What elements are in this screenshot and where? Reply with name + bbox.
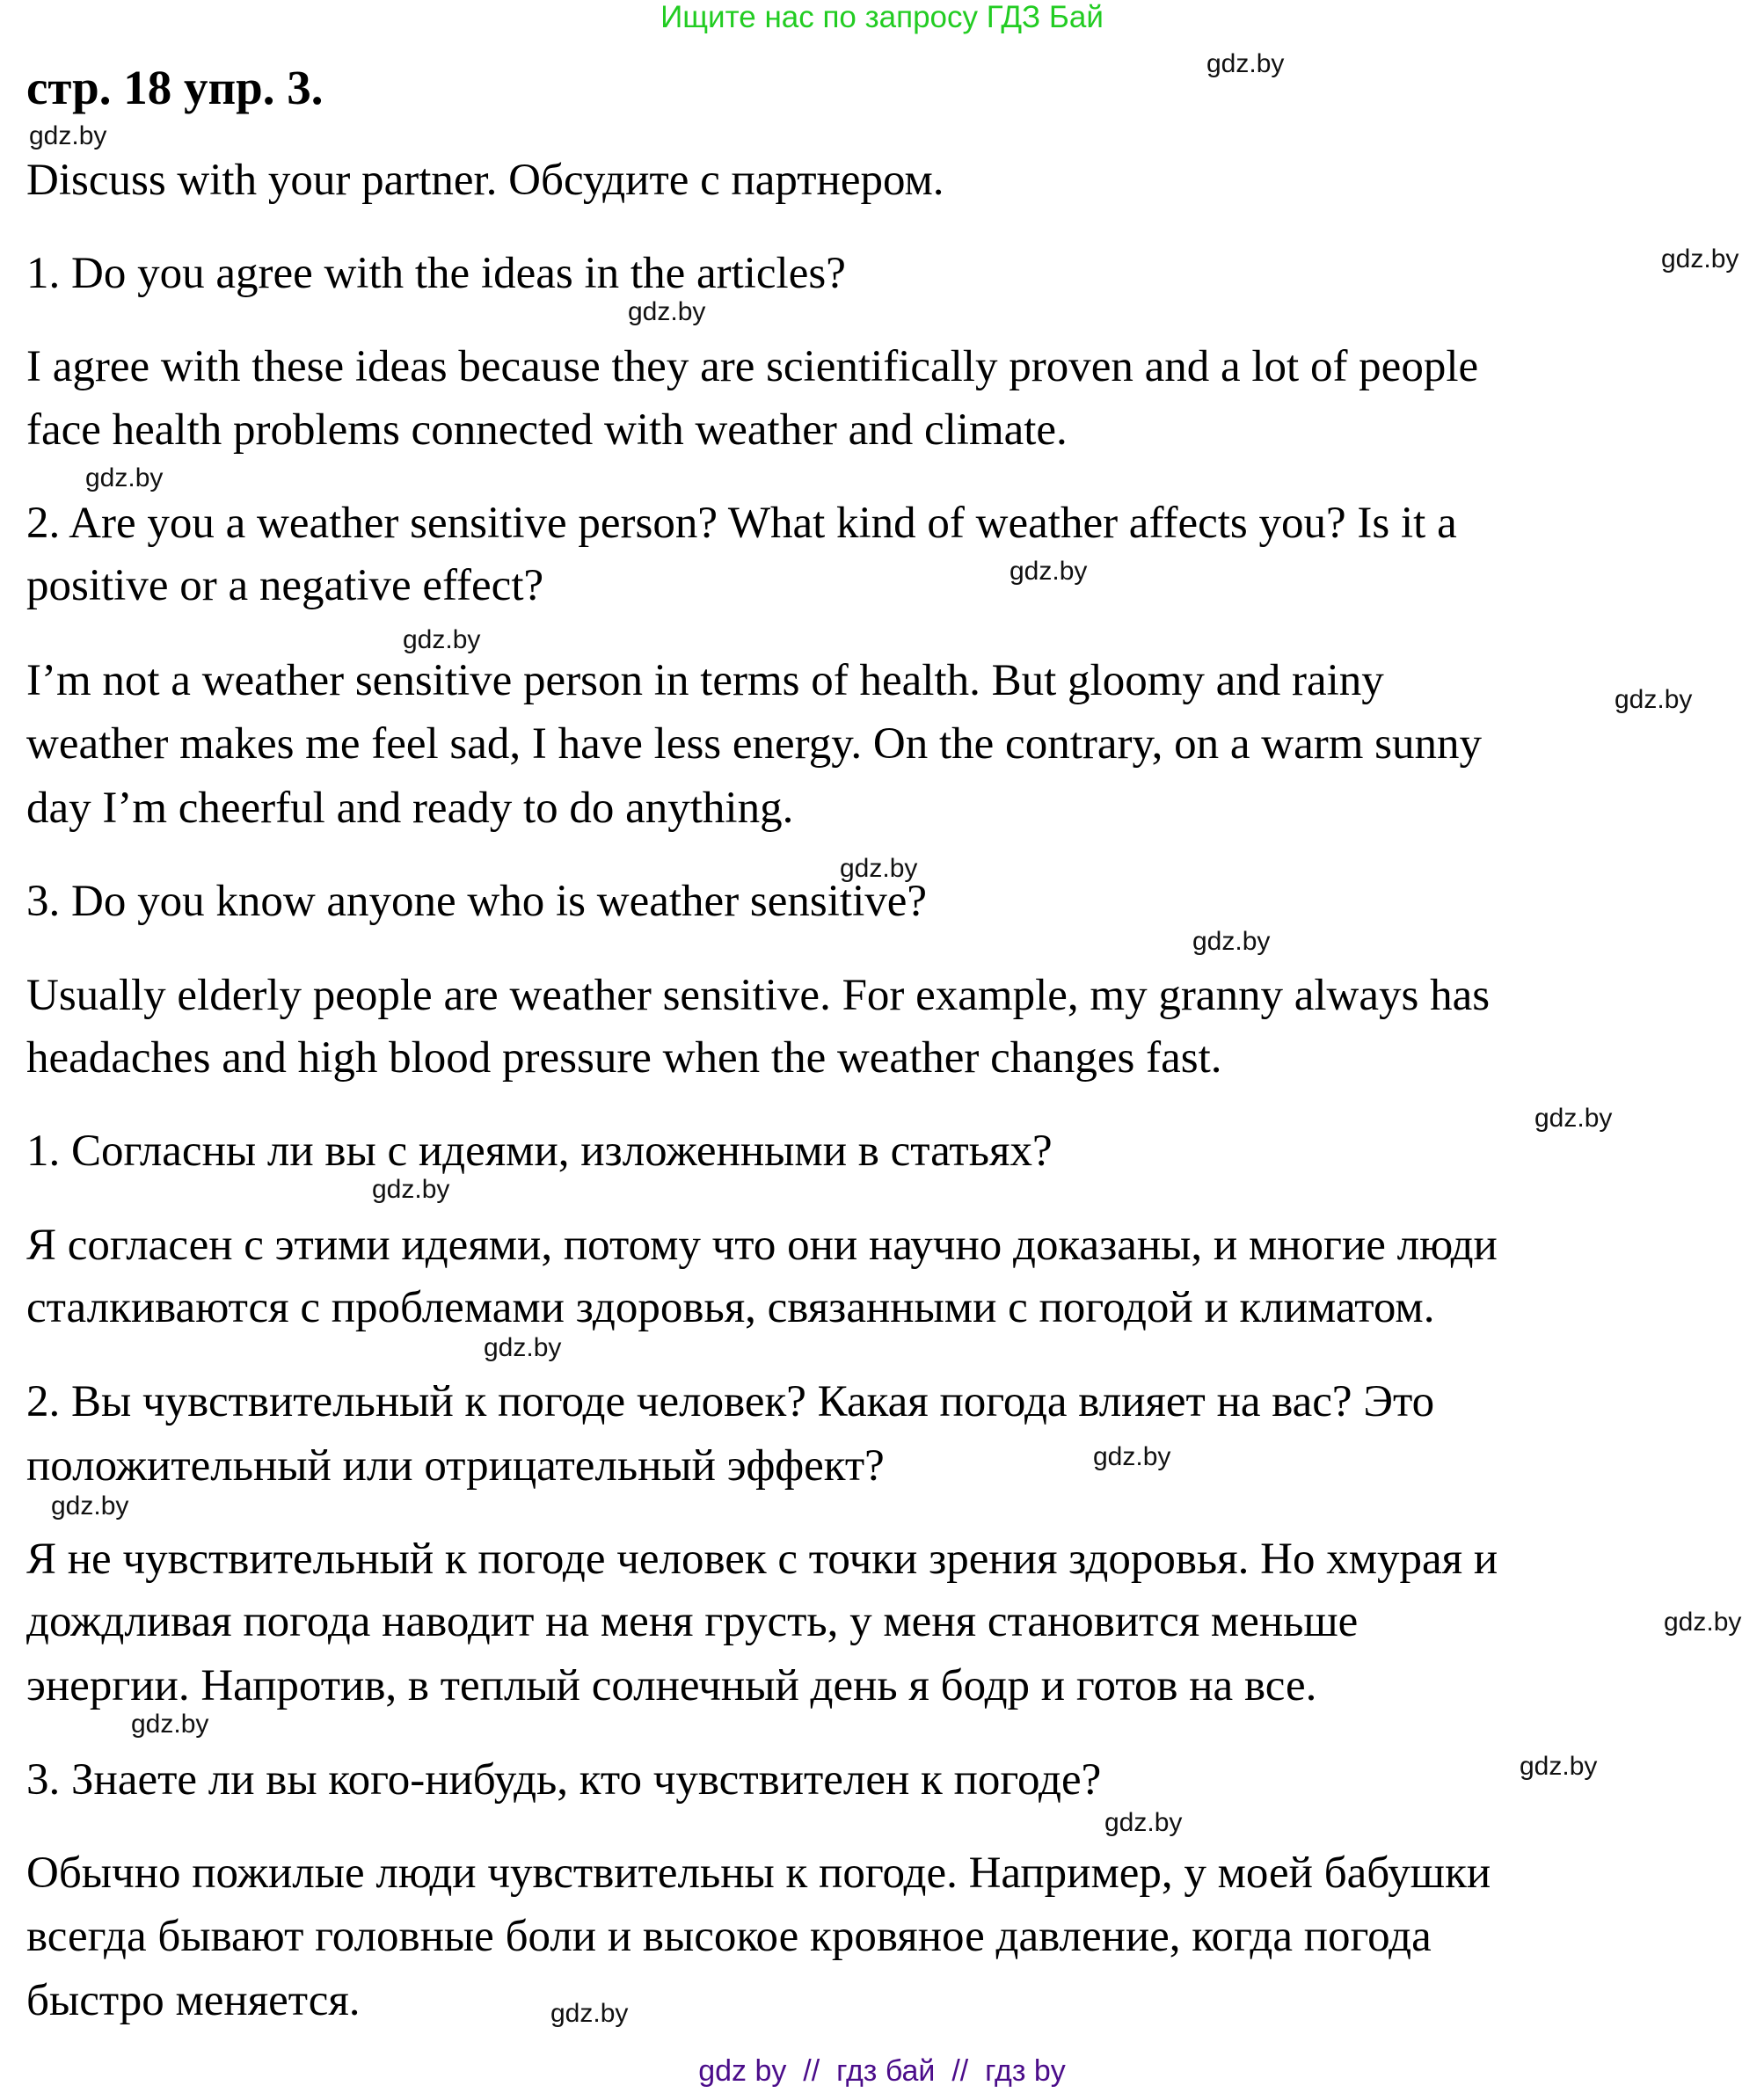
watermark: gdz.by	[403, 625, 481, 654]
ru-answer-3-line: Обычно пожилые люди чувствительны к погоде. Например, у моей бабушки	[26, 1849, 1491, 1898]
watermark: gdz.by	[628, 297, 706, 326]
watermark: gdz.by	[550, 1999, 629, 2028]
watermark: gdz.by	[840, 854, 918, 883]
en-question-2-line: 2. Are you a weather sensitive person? What kind of weather affects you? Is it a	[26, 499, 1457, 548]
watermark: gdz.by	[1104, 1808, 1183, 1837]
en-question-1: 1. Do you agree with the ideas in the articles?	[26, 249, 846, 298]
ru-question-1: 1. Согласны ли вы с идеями, изложенными в статьях?	[26, 1127, 1053, 1176]
ru-question-2-line: положительный или отрицательный эффект?	[26, 1441, 885, 1491]
ru-answer-2-line: дождливая погода наводит на меня грусть, у меня становится меньше	[26, 1597, 1359, 1646]
page-title: стр. 18 упр. 3.	[26, 61, 324, 114]
en-answer-2-line: weather makes me feel sad, I have less energy. On the contrary, on a warm sunny	[26, 719, 1483, 769]
footer-links[interactable]: gdz by // гдз бай // гдз by	[698, 2054, 1066, 2088]
ru-answer-2-line: энергии. Напротив, в теплый солнечный день я бодр и готов на все.	[26, 1661, 1317, 1710]
watermark: gdz.by	[1192, 927, 1271, 956]
ru-answer-1-line: сталкиваются с проблемами здоровья, связанными с погодой и климатом.	[26, 1283, 1435, 1332]
ru-question-2-line: 2. Вы чувствительный к погоде человек? Какая погода влияет на вас? Это	[26, 1377, 1435, 1426]
ru-answer-3-line: быстро меняется.	[26, 1976, 361, 2025]
en-answer-1-line: I agree with these ideas because they are scientifically proven and a lot of people	[26, 342, 1479, 391]
ru-answer-2-line: Я не чувствительный к погоде человек с точки зрения здоровья. Но хмурая и	[26, 1535, 1498, 1584]
watermark: gdz.by	[1093, 1442, 1171, 1471]
ru-question-3: 3. Знаете ли вы кого-нибудь, кто чувствителен к погоде?	[26, 1755, 1102, 1805]
ru-answer-3-line: всегда бывают головные боли и высокое кровяное давление, когда погода	[26, 1912, 1432, 1961]
en-question-2-line: positive or a negative effect?	[26, 561, 544, 610]
watermark: gdz.by	[51, 1491, 129, 1521]
watermark: gdz.by	[85, 463, 164, 492]
en-answer-3-line: headaches and high blood pressure when the weather changes fast.	[26, 1033, 1222, 1083]
watermark: gdz.by	[1615, 685, 1693, 714]
watermark: gdz.by	[1206, 49, 1285, 78]
watermark: gdz.by	[1664, 1608, 1742, 1637]
intro-text: Discuss with your partner. Обсудите с партнером.	[26, 156, 944, 205]
watermark: gdz.by	[1534, 1104, 1613, 1133]
en-answer-2-line: I’m not a weather sensitive person in terms of health. But gloomy and rainy	[26, 656, 1384, 705]
search-banner: Ищите нас по запросу ГДЗ Бай	[660, 0, 1104, 34]
en-question-3: 3. Do you know anyone who is weather sensitive?	[26, 877, 928, 926]
ru-answer-1-line: Я согласен с этими идеями, потому что они научно доказаны, и многие люди	[26, 1221, 1498, 1270]
watermark: gdz.by	[1010, 557, 1088, 586]
en-answer-1-line: face health problems connected with weather and climate.	[26, 405, 1068, 455]
en-answer-3-line: Usually elderly people are weather sensitive. For example, my granny always has	[26, 971, 1491, 1020]
en-answer-2-line: day I’m cheerful and ready to do anything.	[26, 784, 794, 833]
watermark: gdz.by	[1520, 1752, 1598, 1781]
watermark: gdz.by	[484, 1333, 562, 1362]
watermark: gdz.by	[131, 1710, 209, 1739]
watermark: gdz.by	[29, 121, 107, 150]
watermark: gdz.by	[372, 1175, 450, 1204]
watermark: gdz.by	[1661, 244, 1739, 273]
